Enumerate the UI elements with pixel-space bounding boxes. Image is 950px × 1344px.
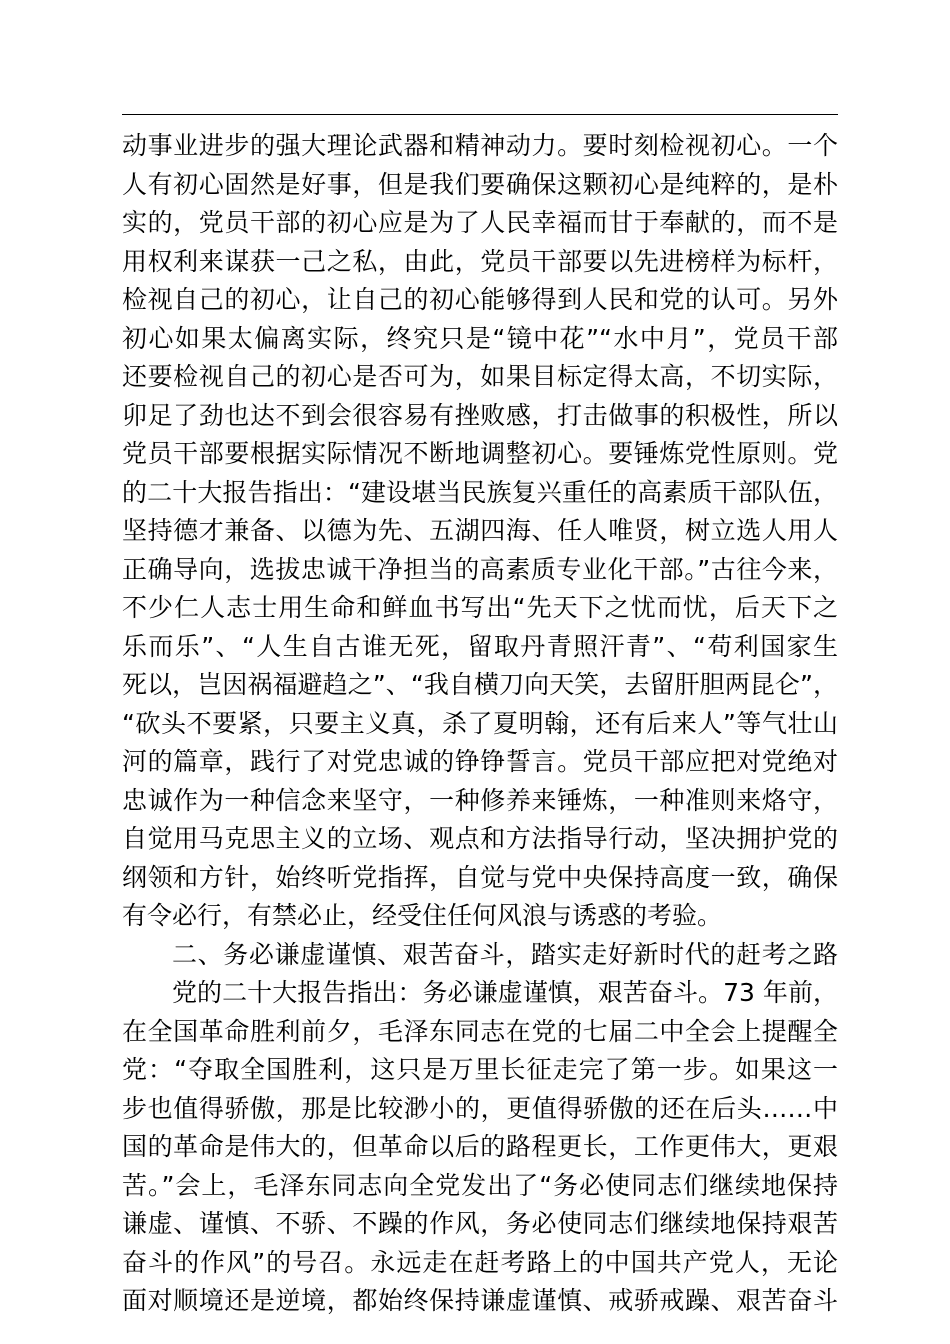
text-line: 实的，党员干部的初心应是为了人民幸福而甘于奉献的，而不是 — [122, 208, 838, 237]
text-line: 乐而乐”、“人生自古谁无死，留取丹青照汗青”、“苟利国家生 — [122, 631, 838, 661]
text-line: 的二十大报告指出：“建设堪当民族复兴重任的高素质干部队伍， — [122, 477, 838, 507]
header-rule — [122, 114, 838, 115]
text-line: 动事业进步的强大理论武器和精神动力。要时刻检视初心。一个 — [122, 131, 838, 160]
text-line: 在全国革命胜利前夕，毛泽东同志在党的七届二中全会上提醒全 — [122, 1016, 838, 1046]
section-heading: 二、务必谦虚谨慎、艰苦奋斗，踏实走好新时代的赶考之路 — [172, 939, 838, 969]
text-line: 自觉用马克思主义的立场、观点和方法指导行动，坚决拥护党的 — [122, 824, 838, 853]
text-line: 有令必行，有禁必止，经受住任何风浪与诱惑的考验。 — [122, 901, 723, 930]
text-line: 还要检视自己的初心是否可为，如果目标定得太高，不切实际， — [122, 362, 838, 391]
text-line: 正确导向，选拔忠诚干净担当的高素质专业化干部。”古往今来， — [122, 554, 838, 584]
text-line: 党：“夺取全国胜利，这只是万里长征走完了第一步。如果这一 — [122, 1055, 838, 1084]
text-line: 人有初心固然是好事，但是我们要确保这颗初心是纯粹的，是朴 — [122, 169, 838, 199]
text-line: 党的二十大报告指出：务必谦虚谨慎，艰苦奋斗。73 年前， — [172, 978, 838, 1007]
text-line: 奋斗的作风”的号召。永远走在赶考路上的中国共产党人，无论 — [122, 1247, 838, 1277]
text-line: 河的篇章，践行了对党忠诚的铮铮誓言。党员干部应把对党绝对 — [122, 747, 838, 776]
text-line: 忠诚作为一种信念来坚守，一种修养来锤炼，一种准则来烙守， — [122, 785, 838, 815]
text-line: 步也值得骄傲，那是比较渺小的，更值得骄傲的还在后头……中 — [122, 1093, 838, 1123]
text-line: 坚持德才兼备、以德为先、五湖四海、任人唯贤，树立选人用人 — [122, 516, 838, 545]
text-line: 不少仁人志士用生命和鲜血书写出“先天下之忧而忧，后天下之 — [122, 593, 838, 622]
text-line: 卯足了劲也达不到会很容易有挫败感，打击做事的积极性，所以 — [122, 400, 838, 430]
text-line: 党员干部要根据实际情况不断地调整初心。要锤炼党性原则。党 — [122, 439, 838, 468]
document-body — [122, 127, 838, 1321]
text-line: 初心如果太偏离实际，终究只是“镜中花”“水中月”，党员干部 — [122, 323, 838, 353]
text-line: 国的革命是伟大的，但革命以后的路程更长，工作更伟大，更艰 — [122, 1132, 838, 1161]
text-line: 面对顺境还是逆境，都始终保持谦虚谨慎、戒骄戒躁、艰苦奋斗 — [122, 1286, 838, 1315]
text-line: 死以，岂因祸福避趋之”、“我自横刀向天笑，去留肝胆两昆仑”， — [122, 670, 838, 699]
text-line: 检视自己的初心，让自己的初心能够得到人民和党的认可。另外 — [122, 285, 838, 314]
text-line: “砍头不要紧，只要主义真，杀了夏明翰，还有后来人”等气壮山 — [122, 708, 838, 738]
text-line: 苦。”会上，毛泽东同志向全党发出了“务必使同志们继续地保持 — [122, 1170, 838, 1200]
text-line: 纲领和方针，始终听党指挥，自觉与党中央保持高度一致，确保 — [122, 862, 838, 892]
text-line: 谦虚、谨慎、不骄、不躁的作风，务必使同志们继续地保持艰苦 — [122, 1209, 838, 1238]
text-line: 用权利来谋获一己之私，由此，党员干部要以先进榜样为标杆， — [122, 246, 838, 276]
